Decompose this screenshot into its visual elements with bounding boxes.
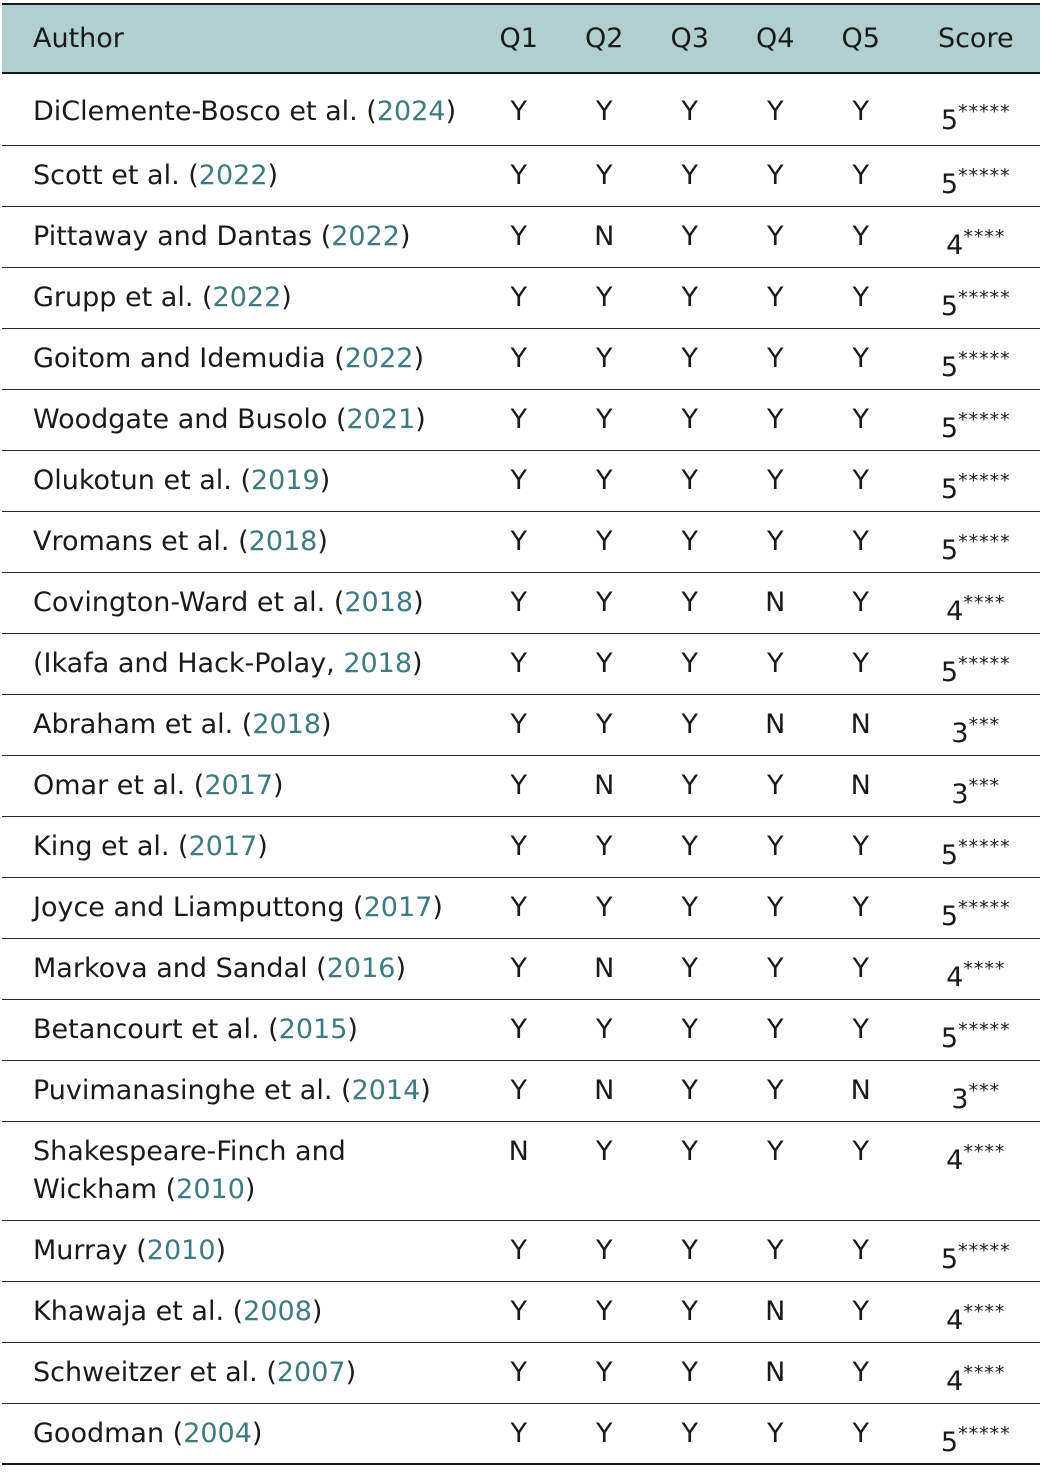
author-cell [2,1232,476,1270]
score-stars: *** [968,1080,1001,1102]
table-row [2,1122,1040,1221]
author-name: Scott et al. ( [33,160,199,191]
table-row [2,1000,1040,1061]
score-cell [904,889,1041,936]
score-stars: **** [963,226,1006,248]
q5-cell: Y [852,343,869,374]
score-stars: **** [963,958,1006,980]
q4-cell: N [765,1296,786,1327]
table-row [2,756,1040,817]
author-name: Schweitzer et al. ( [33,1357,277,1388]
citation-year-link[interactable]: 2007 [276,1357,346,1388]
score-value: 5 [940,105,959,136]
q1-cell: Y [510,221,527,252]
citation-year-link[interactable]: 2021 [346,404,416,435]
q2-cell: Y [596,96,613,127]
author-cell [2,1072,476,1110]
citation-year-link[interactable]: 2004 [183,1418,252,1449]
author-name: DiClemente-Bosco et al. ( [33,96,377,127]
author-name: Puvimanasinghe et al. ( [33,1075,352,1106]
author-name: King et al. ( [33,831,189,862]
q3-cell: Y [681,1075,698,1106]
author-name: Goodman ( [33,1418,184,1449]
closing-paren: ) [412,648,423,679]
author-cell [2,401,476,439]
score-value: 4 [946,1366,964,1397]
score-value: 5 [940,901,959,932]
author-name: Joyce and Liamputtong ( [33,892,364,923]
score-stars: **** [963,1301,1006,1323]
score-cell [904,950,1041,997]
q3-cell: Y [681,160,698,191]
author-cell [2,93,476,131]
author-name: Covington-Ward et al. ( [33,587,345,618]
q2-cell: Y [596,404,613,435]
q2-cell: Y [596,465,613,496]
q3-cell: Y [681,1418,698,1449]
q3-cell: Y [681,404,698,435]
q1-cell: Y [510,160,527,191]
q2-cell: Y [596,587,613,618]
author-cell [2,1354,476,1392]
score-value: 4 [946,962,964,993]
score-value: 5 [940,1244,959,1275]
q1-cell: Y [510,953,527,984]
q2-cell: N [594,953,615,984]
q4-cell: Y [767,892,784,923]
table-row [2,573,1040,634]
citation-year-link[interactable]: 2017 [363,892,433,923]
score-stars: ***** [958,653,1011,675]
q4-cell: Y [767,1075,784,1106]
q1-cell: Y [510,831,527,862]
q5-cell: Y [852,465,869,496]
score-cell [904,584,1041,631]
score-cell [904,401,1041,448]
score-stars: *** [968,714,1001,736]
q5-cell: Y [852,587,869,618]
q3-cell: Y [681,953,698,984]
author-cell [2,889,476,927]
score-cell [904,1232,1041,1279]
q1-cell: Y [510,465,527,496]
author-name: (Ikafa and Hack-Polay, [33,648,344,679]
q5-cell: Y [852,831,869,862]
q5-cell: Y [852,1418,869,1449]
q4-cell: Y [767,96,784,127]
score-stars: ***** [958,1019,1011,1041]
author-cell [2,767,476,805]
q3-cell: Y [681,1014,698,1045]
q4-cell: N [765,1357,786,1388]
score-value: 4 [946,596,964,627]
q3-cell: Y [681,96,698,127]
author-cell [2,340,476,378]
author-name: Omar et al. ( [33,770,205,801]
citation-year-link[interactable]: 2022 [212,282,282,313]
citation-year-link[interactable]: 2022 [331,221,400,252]
q2-cell: N [594,221,615,252]
author-cell [2,157,476,195]
score-cell [904,218,1041,265]
score-stars: ***** [958,531,1011,553]
q1-cell: Y [510,770,527,801]
q2-cell: Y [596,160,613,191]
table-header [2,3,1040,74]
q4-cell: Y [767,160,784,191]
q3-cell: Y [681,1235,698,1266]
score-cell [904,523,1041,570]
score-cell [904,93,1041,140]
closing-paren: ) [319,465,331,496]
citation-year-link[interactable]: 2022 [344,343,414,374]
q3-cell: Y [681,526,698,557]
q3-cell: Y [681,648,698,679]
table-row [2,512,1040,573]
closing-paren: ) [267,160,279,191]
citation-year-link[interactable]: 2018 [344,587,414,618]
q4-cell: Y [767,770,784,801]
score-value: 4 [946,1305,964,1336]
score-cell [904,1072,1041,1119]
score-cell [904,462,1041,509]
author-name: Grupp et al. ( [33,282,213,313]
author-name: Abraham et al. ( [33,709,253,740]
q3-cell: Y [681,221,698,252]
score-value: 3 [951,779,969,810]
score-cell [904,767,1041,814]
closing-paren: ) [257,831,268,862]
q4-cell: Y [767,526,784,557]
citation-year-link[interactable]: 2024 [376,96,446,127]
q3-cell: Y [681,892,698,923]
score-stars: ***** [958,1240,1011,1262]
score-cell [904,645,1041,692]
closing-paren: ) [445,96,457,127]
q1-cell: Y [510,526,527,557]
q2-cell: Y [596,1235,613,1266]
score-value: 5 [940,352,959,383]
score-stars: ***** [958,409,1011,431]
citation-year-link[interactable]: 2014 [351,1075,421,1106]
q1-cell: Y [510,1357,527,1388]
q4-cell: Y [767,221,784,252]
q5-cell: Y [852,1014,869,1045]
author-cell [2,645,476,683]
score-value: 5 [940,657,959,688]
q3-cell: Y [681,1136,698,1167]
closing-paren: ) [345,1357,357,1388]
closing-paren: ) [413,343,425,374]
closing-paren: ) [347,1014,358,1045]
score-value: 3 [951,1084,969,1115]
q4-cell: Y [767,1418,784,1449]
author-name: Shakespeare-Finch and Wickham ( [33,1136,346,1205]
author-name: Pittaway and Dantas ( [33,221,332,252]
q5-cell: Y [852,953,869,984]
citation-year-link[interactable]: 2018 [248,526,318,557]
author-cell [2,523,476,561]
q5-cell: Y [852,648,869,679]
author-cell [2,1415,476,1453]
score-cell [904,157,1041,204]
header-q1: Q1 [499,23,538,54]
q4-cell: Y [767,648,784,679]
q3-cell: Y [681,709,698,740]
score-cell [904,1011,1041,1058]
q1-cell: N [508,1136,529,1167]
header-score: Score [937,23,1014,54]
q3-cell: Y [681,1296,698,1327]
closing-paren: ) [215,1235,227,1266]
q4-cell: Y [767,1235,784,1266]
table-row [2,207,1040,268]
q1-cell: Y [510,1235,527,1266]
score-value: 3 [951,718,969,749]
q3-cell: Y [681,282,698,313]
q5-cell: Y [852,1235,869,1266]
q5-cell: N [850,709,871,740]
author-name: Murray ( [33,1235,147,1266]
q2-cell: Y [596,831,613,862]
citation-year-link[interactable]: 2015 [278,1014,348,1045]
author-cell [2,462,476,500]
citation-year-link[interactable]: 2016 [326,953,396,984]
score-cell [904,1354,1041,1401]
author-cell [2,1011,476,1049]
score-stars: **** [963,1141,1006,1163]
score-value: 5 [940,840,959,871]
q1-cell: Y [510,282,527,313]
quality-assessment-table [2,3,1040,1465]
score-cell [904,1133,1041,1180]
table-row [2,86,1040,146]
q5-cell: Y [852,892,869,923]
q1-cell: Y [510,343,527,374]
closing-paren: ) [432,892,443,923]
table-body [2,86,1040,1465]
closing-paren: ) [281,282,292,313]
score-cell [904,279,1041,326]
q3-cell: Y [681,831,698,862]
score-cell [904,1415,1041,1462]
q4-cell: Y [767,282,784,313]
citation-year-link[interactable]: 2022 [198,160,268,191]
q2-cell: Y [596,1136,613,1167]
q5-cell: Y [852,221,869,252]
q2-cell: Y [596,1357,613,1388]
q2-cell: Y [596,1014,613,1045]
author-name: Goitom and Idemudia ( [33,343,345,374]
q1-cell: Y [510,587,527,618]
author-name: Woodgate and Busolo ( [33,404,347,435]
citation-year-link[interactable]: 2017 [204,770,274,801]
table-row [2,1343,1040,1404]
score-cell [904,706,1041,753]
q1-cell: Y [510,1418,527,1449]
table-row [2,634,1040,695]
closing-paren: ) [317,526,328,557]
author-cell [2,828,476,866]
author-name: Betancourt et al. ( [33,1014,279,1045]
citation-year-link[interactable]: 2018 [252,709,322,740]
header-q2: Q2 [585,23,624,54]
q1-cell: Y [510,404,527,435]
q2-cell: Y [596,648,613,679]
q1-cell: Y [510,709,527,740]
author-name: Vromans et al. ( [33,526,249,557]
score-value: 5 [940,1023,959,1054]
q4-cell: Y [767,953,784,984]
author-cell [2,1133,476,1209]
table-row [2,695,1040,756]
citation-year-link[interactable]: 2008 [243,1296,312,1327]
score-value: 5 [940,413,959,444]
q4-cell: Y [767,343,784,374]
table-row [2,146,1040,207]
table-row [2,1221,1040,1282]
table-row [2,878,1040,939]
q4-cell: Y [767,1014,784,1045]
author-cell [2,706,476,744]
q5-cell: Y [852,160,869,191]
author-name: Olukotun et al. ( [33,465,251,496]
q5-cell: N [850,770,871,801]
q2-cell: Y [596,343,613,374]
closing-paren: ) [244,1174,256,1205]
header-q4: Q4 [756,23,795,54]
header-author: Author [33,23,124,54]
table-row [2,451,1040,512]
q1-cell: Y [510,648,527,679]
author-cell [2,950,476,988]
closing-paren: ) [395,953,406,984]
q1-cell: Y [510,1014,527,1045]
q2-cell: Y [596,1296,613,1327]
q3-cell: Y [681,1357,698,1388]
score-stars: **** [963,1362,1006,1384]
q5-cell: Y [852,282,869,313]
score-value: 5 [940,291,959,322]
table-row [2,390,1040,451]
header-q5: Q5 [841,23,880,54]
header-spacer [2,74,1040,86]
citation-year-link[interactable]: 2017 [188,831,258,862]
score-value: 5 [940,535,959,566]
q1-cell: Y [510,892,527,923]
closing-paren: ) [251,1418,263,1449]
q4-cell: Y [767,831,784,862]
score-stars: ***** [958,470,1011,492]
closing-paren: ) [420,1075,431,1106]
citation-year-link[interactable]: 2010 [176,1174,245,1205]
author-cell [2,1293,476,1331]
closing-paren: ) [413,587,424,618]
q2-cell: Y [596,526,613,557]
q5-cell: Y [852,96,869,127]
score-value: 4 [946,230,964,261]
score-stars: ***** [958,836,1011,858]
author-cell [2,279,476,317]
q5-cell: Y [852,1136,869,1167]
header-q3: Q3 [670,23,709,54]
q1-cell: Y [510,1075,527,1106]
score-stars: *** [968,775,1001,797]
author-cell [2,584,476,622]
score-cell [904,828,1041,875]
q4-cell: Y [767,465,784,496]
score-stars: ***** [958,348,1011,370]
q2-cell: Y [596,282,613,313]
score-cell [904,340,1041,387]
table-row [2,1061,1040,1122]
score-stars: ***** [958,165,1011,187]
score-stars: ***** [958,1423,1011,1445]
author-cell [2,218,476,256]
table-row [2,939,1040,1000]
author-name: Khawaja et al. ( [33,1296,244,1327]
q4-cell: N [765,709,786,740]
q3-cell: Y [681,343,698,374]
q2-cell: Y [596,1418,613,1449]
table-row [2,1282,1040,1343]
closing-paren: ) [311,1296,323,1327]
score-stars: ***** [958,287,1011,309]
score-value: 5 [940,169,959,200]
q2-cell: N [594,770,615,801]
table-row [2,1404,1040,1465]
score-stars: **** [963,592,1006,614]
score-stars: ***** [958,897,1011,919]
citation-year-link[interactable]: 2010 [146,1235,216,1266]
q1-cell: Y [510,1296,527,1327]
closing-paren: ) [399,221,411,252]
q4-cell: Y [767,1136,784,1167]
score-value: 4 [946,1145,964,1176]
table-row [2,329,1040,390]
score-value: 5 [940,474,959,505]
q3-cell: Y [681,770,698,801]
closing-paren: ) [321,709,332,740]
closing-paren: ) [415,404,426,435]
q2-cell: N [594,1075,615,1106]
q2-cell: Y [596,709,613,740]
citation-year-link[interactable]: 2019 [250,465,320,496]
q2-cell: Y [596,892,613,923]
closing-paren: ) [273,770,284,801]
q4-cell: N [765,587,786,618]
score-value: 5 [940,1427,959,1458]
score-cell [904,1293,1041,1340]
q3-cell: Y [681,587,698,618]
q5-cell: N [850,1075,871,1106]
table-row [2,268,1040,329]
citation-year-link[interactable]: 2018 [343,648,413,679]
author-name: Markova and Sandal ( [33,953,327,984]
q5-cell: Y [852,404,869,435]
q5-cell: Y [852,1357,869,1388]
q3-cell: Y [681,465,698,496]
table-row [2,817,1040,878]
score-stars: ***** [958,101,1011,123]
q1-cell: Y [510,96,527,127]
q5-cell: Y [852,526,869,557]
q5-cell: Y [852,1296,869,1327]
q4-cell: Y [767,404,784,435]
